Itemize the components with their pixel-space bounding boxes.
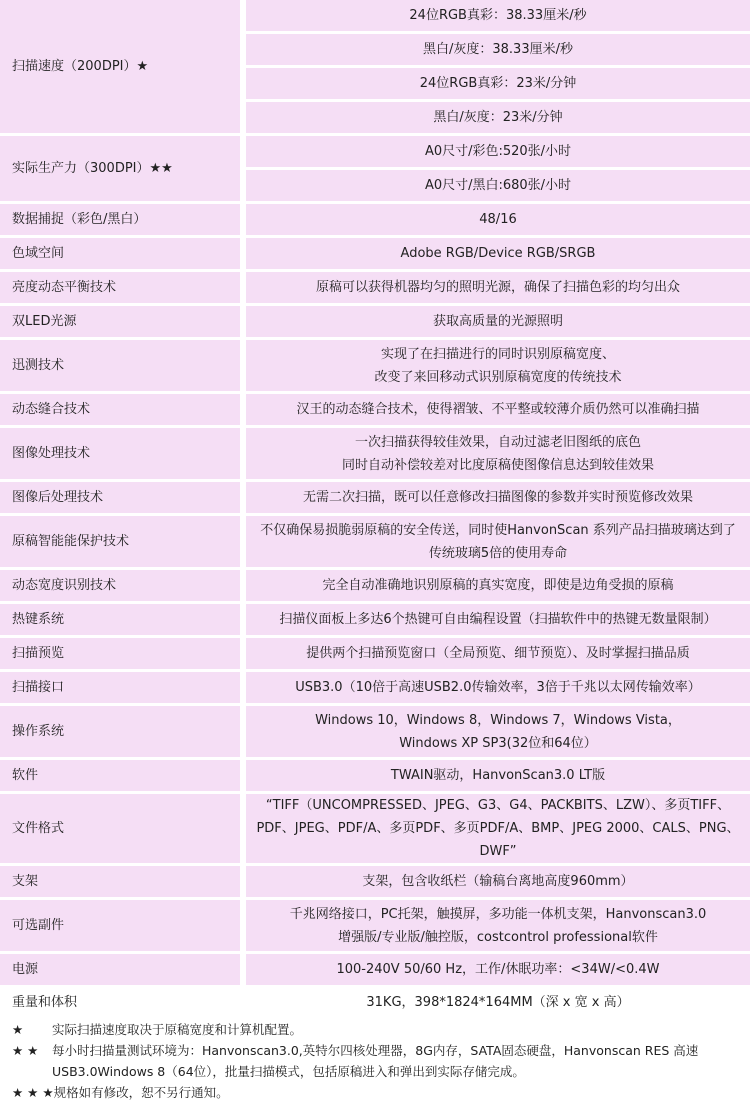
spec-value-line: PDF、JPEG、PDF/A、多页PDF、多页PDF/A、BMP、JPEG 2000、CALS、PNG、DWF” xyxy=(256,821,740,859)
spec-label: 电源 xyxy=(0,954,246,988)
spec-row xyxy=(0,516,750,570)
spec-row xyxy=(0,954,750,988)
spec-value: 黑白/灰度：23米/分钟 xyxy=(246,102,750,136)
spec-value xyxy=(246,706,750,760)
spec-row xyxy=(0,482,750,516)
spec-label: 操作系统 xyxy=(0,706,246,760)
spec-row xyxy=(0,604,750,638)
spec-label: 文件格式 xyxy=(0,794,246,866)
spec-value-line: 传统玻璃5倍的使用寿命 xyxy=(428,545,568,561)
spec-value-line: 同时自动补偿较差对比度原稿使图像信息达到较佳效果 xyxy=(341,457,654,473)
spec-value: A0尺寸/彩色:520张/小时 xyxy=(246,136,750,170)
footnote-mark: ★ xyxy=(12,1022,24,1037)
spec-label: 软件 xyxy=(0,760,246,794)
spec-row xyxy=(0,0,750,34)
spec-row xyxy=(0,394,750,428)
spec-value xyxy=(246,516,750,570)
footnote-mark: ★ ★ xyxy=(12,1043,39,1058)
spec-value-line: 实现了在扫描进行的同时识别原稿宽度、 xyxy=(380,346,615,362)
footnote-3 xyxy=(12,1082,738,1103)
spec-value: 完全自动准确地识别原稿的真实宽度，即使是边角受损的原稿 xyxy=(246,570,750,604)
spec-row xyxy=(0,340,750,394)
spec-label: 扫描速度（200DPI）★ xyxy=(0,0,246,136)
spec-row xyxy=(0,272,750,306)
spec-value: Adobe RGB/Device RGB/SRGB xyxy=(246,238,750,272)
spec-row xyxy=(0,428,750,482)
spec-value: 24位RGB真彩：23米/分钟 xyxy=(246,68,750,102)
spec-row xyxy=(0,238,750,272)
spec-value: 黑白/灰度：38.33厘米/秒 xyxy=(246,34,750,68)
spec-value: 48/16 xyxy=(246,204,750,238)
spec-value: A0尺寸/黑白:680张/小时 xyxy=(246,170,750,204)
spec-value: 汉王的动态缝合技术，使得褶皱、不平整或较薄介质仍然可以准确扫描 xyxy=(246,394,750,428)
spec-label: 图像后处理技术 xyxy=(0,482,246,516)
spec-value-line: 不仅确保易损脆弱原稿的安全传送，同时使HanvonScan 系列产品扫描玻璃达到了 xyxy=(260,522,736,538)
spec-label: 数据捕捉（彩色/黑白） xyxy=(0,204,246,238)
spec-label: 图像处理技术 xyxy=(0,428,246,482)
spec-row xyxy=(0,136,750,170)
spec-label: 实际生产力（300DPI）★★ xyxy=(0,136,246,204)
spec-label: 双LED光源 xyxy=(0,306,246,340)
spec-label: 热键系统 xyxy=(0,604,246,638)
spec-value-line: 千兆网络接口，PC托架，触摸屏，多功能一体机支架，Hanvonscan3.0 xyxy=(289,906,707,922)
spec-row xyxy=(0,638,750,672)
spec-value-line: 一次扫描获得较佳效果，自动过滤老旧图纸的底色 xyxy=(354,434,641,450)
spec-label: 动态宽度识别技术 xyxy=(0,570,246,604)
footnote-mark: ★ ★ ★ xyxy=(12,1085,54,1100)
spec-label: 亮度动态平衡技术 xyxy=(0,272,246,306)
spec-label: 动态缝合技术 xyxy=(0,394,246,428)
spec-label: 迅测技术 xyxy=(0,340,246,394)
spec-value-line: Windows XP SP3(32位和64位） xyxy=(399,735,597,751)
spec-label: 色域空间 xyxy=(0,238,246,272)
footnote-text: 规格如有修改，恕不另行通知。 xyxy=(53,1085,229,1100)
spec-label: 支架 xyxy=(0,866,246,900)
spec-value: USB3.0（10倍于高速USB2.0传输效率，3倍于千兆以太网传输效率） xyxy=(246,672,750,706)
footnote-2 xyxy=(12,1040,738,1082)
spec-value: 获取高质量的光源照明 xyxy=(246,306,750,340)
spec-label: 重量和体积 xyxy=(0,988,246,1020)
spec-row xyxy=(0,306,750,340)
spec-value xyxy=(246,900,750,954)
spec-row xyxy=(0,760,750,794)
spec-label: 原稿智能能保护技术 xyxy=(0,516,246,570)
spec-value xyxy=(246,340,750,394)
spec-row xyxy=(0,570,750,604)
spec-row xyxy=(0,672,750,706)
spec-value: 提供两个扫描预览窗口（全局预览、细节预览）、及时掌握扫描品质 xyxy=(246,638,750,672)
spec-value: TWAIN驱动，HanvonScan3.0 LT版 xyxy=(246,760,750,794)
spec-value xyxy=(246,428,750,482)
spec-value: 31KG，398*1824*164MM（深 x 宽 x 高） xyxy=(246,988,750,1020)
footnote-text: 实际扫描速度取决于原稿宽度和计算机配置。 xyxy=(52,1022,303,1037)
spec-value: 支架，包含收纸栏（输稿台离地高度960mm） xyxy=(246,866,750,900)
footnote-1 xyxy=(12,1019,738,1040)
spec-row xyxy=(0,204,750,238)
spec-row xyxy=(0,794,750,866)
spec-value-line: Windows 10，Windows 8，Windows 7，Windows Vista， xyxy=(315,712,681,728)
spec-value: 原稿可以获得机器均匀的照明光源，确保了扫描色彩的均匀出众 xyxy=(246,272,750,306)
spec-value: 100-240V 50/60 Hz，工作/休眠功率：<34W/<0.4W xyxy=(246,954,750,988)
spec-value xyxy=(246,794,750,866)
spec-value-line: “TIFF（UNCOMPRESSED、JPEG、G3、G4、PACKBITS、LZW）、多页TIFF、 xyxy=(265,798,731,813)
spec-value: 扫描仪面板上多达6个热键可自由编程设置（扫描软件中的热键无数量限制） xyxy=(246,604,750,638)
footnotes xyxy=(12,1019,738,1103)
spec-row xyxy=(0,988,750,1020)
footnote-text: 每小时扫描量测试环境为：Hanvonscan3.0,英特尔四核处理器，8G内存，SATA固态硬盘，Hanvonscan RES 高速 USB3.0Windows 8（64位），批量扫描模式，包括原稿进入和弹出到实际存储完成。 xyxy=(52,1043,699,1079)
spec-label: 可选副件 xyxy=(0,900,246,954)
spec-label: 扫描预览 xyxy=(0,638,246,672)
spec-row xyxy=(0,706,750,760)
spec-label: 扫描接口 xyxy=(0,672,246,706)
spec-value-line: 改变了来回移动式识别原稿宽度的传统技术 xyxy=(374,369,622,385)
spec-value: 24位RGB真彩：38.33厘米/秒 xyxy=(246,0,750,34)
spec-row xyxy=(0,866,750,900)
spec-value-line: 增强版/专业版/触控版，costcontrol professional软件 xyxy=(338,929,658,945)
spec-value: 无需二次扫描，既可以任意修改扫描图像的参数并实时预览修改效果 xyxy=(246,482,750,516)
spec-row xyxy=(0,900,750,954)
